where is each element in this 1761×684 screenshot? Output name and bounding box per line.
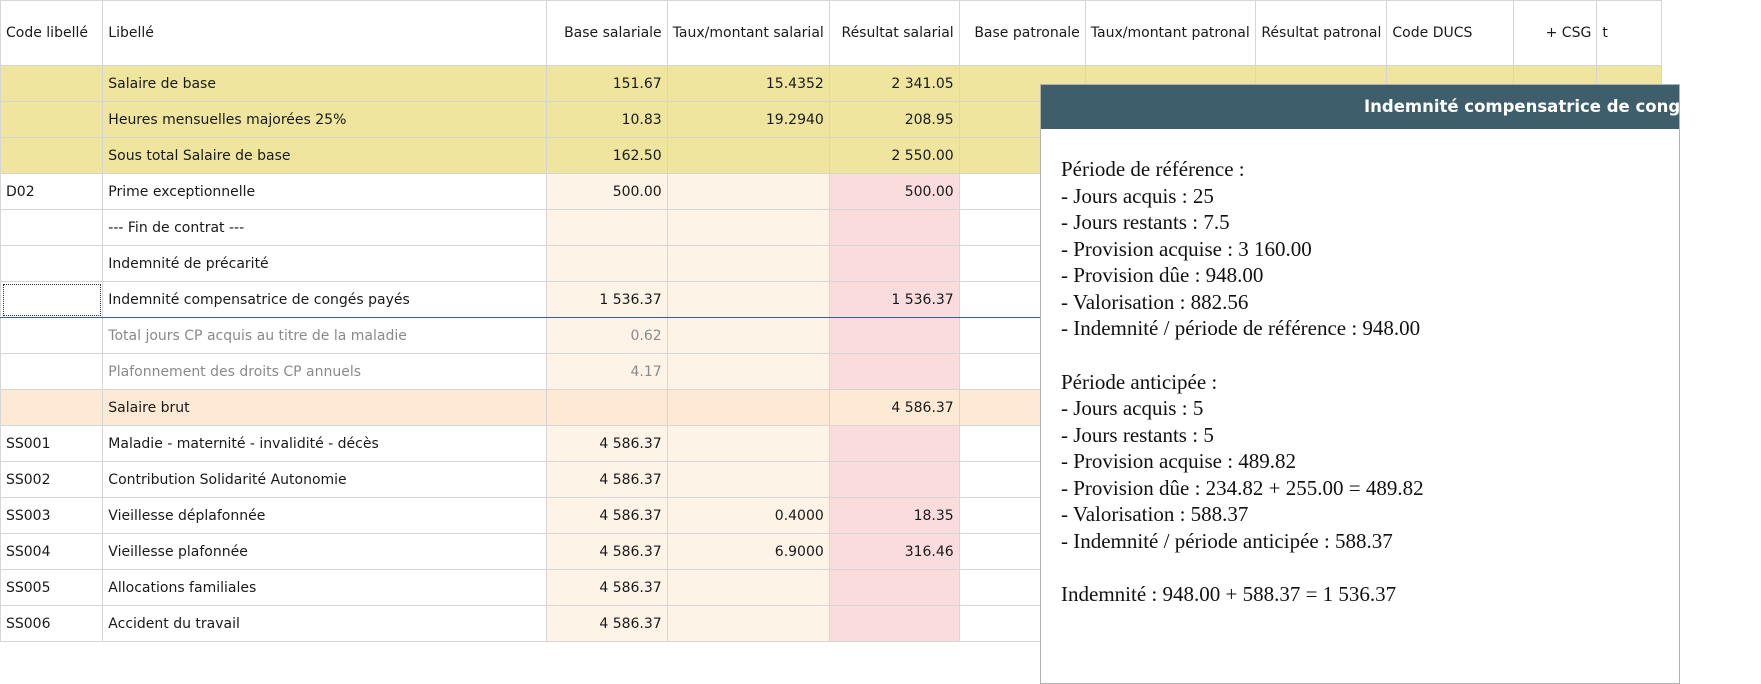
- libelle-cell[interactable]: Vieillesse plafonnée: [103, 534, 547, 570]
- libelle-cell[interactable]: Heures mensuelles majorées 25%: [103, 102, 547, 138]
- code-cell[interactable]: [1, 138, 103, 174]
- resultat-cell[interactable]: [829, 354, 959, 390]
- libelle-cell[interactable]: Indemnité de précarité: [103, 246, 547, 282]
- resultat-cell[interactable]: 18.35: [829, 498, 959, 534]
- base-cell[interactable]: 4 586.37: [547, 534, 668, 570]
- spacer: [1061, 342, 1679, 369]
- resultat-cell[interactable]: [829, 318, 959, 354]
- ant-line: - Indemnité / période anticipée : 588.37: [1061, 528, 1393, 553]
- ref-line: - Indemnité / période de référence : 948.00: [1061, 316, 1421, 340]
- ref-period-heading: Période de référence :: [1061, 157, 1245, 181]
- popup-body: [1041, 129, 1679, 608]
- base-cell[interactable]: 4 586.37: [547, 606, 668, 642]
- taux-cell[interactable]: [667, 318, 829, 354]
- col-header-taux-patronal[interactable]: Taux/montant patronal: [1085, 1, 1255, 66]
- taux-cell[interactable]: [667, 354, 829, 390]
- resultat-cell[interactable]: 500.00: [829, 174, 959, 210]
- taux-cell[interactable]: [667, 390, 829, 426]
- base-cell[interactable]: 151.67: [547, 66, 668, 102]
- resultat-cell[interactable]: [829, 246, 959, 282]
- code-cell[interactable]: [1, 102, 103, 138]
- resultat-cell[interactable]: 2 550.00: [829, 138, 959, 174]
- libelle-cell[interactable]: Salaire de base: [103, 66, 547, 102]
- libelle-cell[interactable]: Total jours CP acquis au titre de la maladie: [103, 318, 547, 354]
- ref-line: - Valorisation : 882.56: [1061, 289, 1249, 314]
- resultat-cell[interactable]: [829, 606, 959, 642]
- libelle-cell[interactable]: Prime exceptionnelle: [103, 174, 547, 210]
- code-cell[interactable]: [1, 246, 103, 282]
- libelle-cell[interactable]: Accident du travail: [103, 606, 547, 642]
- code-cell[interactable]: [1, 210, 103, 246]
- base-cell[interactable]: 162.50: [547, 138, 668, 174]
- code-cell[interactable]: [1, 390, 103, 426]
- base-cell[interactable]: 4 586.37: [547, 570, 668, 606]
- code-cell[interactable]: SS006: [1, 606, 103, 642]
- base-cell[interactable]: 4 586.37: [547, 498, 668, 534]
- ref-line: - Jours restants : 7.5: [1061, 210, 1230, 234]
- base-cell[interactable]: 10.83: [547, 102, 668, 138]
- resultat-cell[interactable]: 208.95: [829, 102, 959, 138]
- ant-line: - Provision dûe : 234.82 + 255.00 = 489.82: [1061, 475, 1424, 500]
- col-header-base-salariale[interactable]: Base salariale: [547, 1, 668, 66]
- col-header-resultat-patronal[interactable]: Résultat patronal: [1255, 1, 1387, 66]
- base-cell[interactable]: 4 586.37: [547, 426, 668, 462]
- taux-cell[interactable]: [667, 606, 829, 642]
- ant-line: - Provision acquise : 489.82: [1061, 449, 1297, 473]
- code-cell[interactable]: D02: [1, 174, 103, 210]
- code-cell[interactable]: [1, 318, 103, 354]
- libelle-cell[interactable]: Indemnité compensatrice de congés payés: [103, 282, 547, 318]
- col-header-code-ducs[interactable]: Code DUCS: [1387, 1, 1513, 66]
- ref-line: - Jours acquis : 25: [1061, 183, 1214, 208]
- taux-cell[interactable]: [667, 282, 829, 318]
- base-cell[interactable]: [547, 246, 668, 282]
- libelle-cell[interactable]: Sous total Salaire de base: [103, 138, 547, 174]
- popup-total: Indemnité : 948.00 + 588.37 = 1 536.37: [1061, 582, 1397, 606]
- libelle-cell[interactable]: Maladie - maternité - invalidité - décès: [103, 426, 547, 462]
- taux-cell[interactable]: [667, 174, 829, 210]
- taux-cell[interactable]: [667, 462, 829, 498]
- code-cell[interactable]: SS005: [1, 570, 103, 606]
- resultat-cell[interactable]: 316.46: [829, 534, 959, 570]
- resultat-cell[interactable]: [829, 210, 959, 246]
- code-cell[interactable]: [1, 66, 103, 102]
- ant-line: - Valorisation : 588.37: [1061, 502, 1249, 526]
- col-header-taux-salarial[interactable]: Taux/montant salarial: [667, 1, 829, 66]
- ant-line: - Jours acquis : 5: [1061, 396, 1204, 420]
- taux-cell[interactable]: [667, 138, 829, 174]
- ant-period-heading: Période anticipée :: [1061, 369, 1218, 394]
- base-cell[interactable]: 1 536.37: [547, 282, 668, 318]
- col-header-code[interactable]: Code libellé: [1, 1, 103, 66]
- code-cell[interactable]: SS001: [1, 426, 103, 462]
- libelle-cell[interactable]: Contribution Solidarité Autonomie: [103, 462, 547, 498]
- spacer: [1061, 554, 1679, 581]
- ant-line: - Jours restants : 5: [1061, 422, 1214, 447]
- libelle-cell[interactable]: Plafonnement des droits CP annuels: [103, 354, 547, 390]
- ref-line: - Provision acquise : 3 160.00: [1061, 236, 1312, 261]
- tooltip-popup: [1040, 84, 1761, 684]
- code-cell[interactable]: SS003: [1, 498, 103, 534]
- base-cell[interactable]: 500.00: [547, 174, 668, 210]
- taux-cell[interactable]: [667, 570, 829, 606]
- col-header-resultat-salarial[interactable]: Résultat salarial: [829, 1, 959, 66]
- taux-cell[interactable]: [667, 210, 829, 246]
- code-cell[interactable]: SS004: [1, 534, 103, 570]
- base-cell[interactable]: [547, 390, 668, 426]
- taux-cell[interactable]: 6.9000: [667, 534, 829, 570]
- base-cell[interactable]: 0.62: [547, 318, 668, 354]
- taux-cell[interactable]: 0.4000: [667, 498, 829, 534]
- ref-line: - Provision dûe : 948.00: [1061, 263, 1264, 287]
- base-cell[interactable]: 4 586.37: [547, 462, 668, 498]
- resultat-cell[interactable]: 4 586.37: [829, 390, 959, 426]
- col-header-base-patronale[interactable]: Base patronale: [959, 1, 1085, 66]
- base-cell[interactable]: 4.17: [547, 354, 668, 390]
- code-cell[interactable]: [1, 354, 103, 390]
- resultat-cell[interactable]: [829, 462, 959, 498]
- header-row: [1, 1, 1662, 66]
- resultat-cell[interactable]: 2 341.05: [829, 66, 959, 102]
- popup-title: Indemnité compensatrice de congés payés: [1041, 85, 1679, 129]
- base-cell[interactable]: [547, 210, 668, 246]
- code-cell[interactable]: [1, 282, 103, 318]
- libelle-cell[interactable]: Vieillesse déplafonnée: [103, 498, 547, 534]
- col-header-csg[interactable]: + CSG: [1513, 1, 1597, 66]
- col-header-libelle[interactable]: Libellé: [103, 1, 547, 66]
- libelle-cell[interactable]: --- Fin de contrat ---: [103, 210, 547, 246]
- taux-cell[interactable]: [667, 246, 829, 282]
- libelle-cell[interactable]: Allocations familiales: [103, 570, 547, 606]
- code-cell[interactable]: SS002: [1, 462, 103, 498]
- resultat-cell[interactable]: [829, 570, 959, 606]
- resultat-cell[interactable]: 1 536.37: [829, 282, 959, 318]
- libelle-cell[interactable]: Salaire brut: [103, 390, 547, 426]
- taux-cell[interactable]: [667, 426, 829, 462]
- taux-cell[interactable]: 19.2940: [667, 102, 829, 138]
- resultat-cell[interactable]: [829, 426, 959, 462]
- taux-cell[interactable]: 15.4352: [667, 66, 829, 102]
- col-header-extra[interactable]: t: [1597, 1, 1662, 66]
